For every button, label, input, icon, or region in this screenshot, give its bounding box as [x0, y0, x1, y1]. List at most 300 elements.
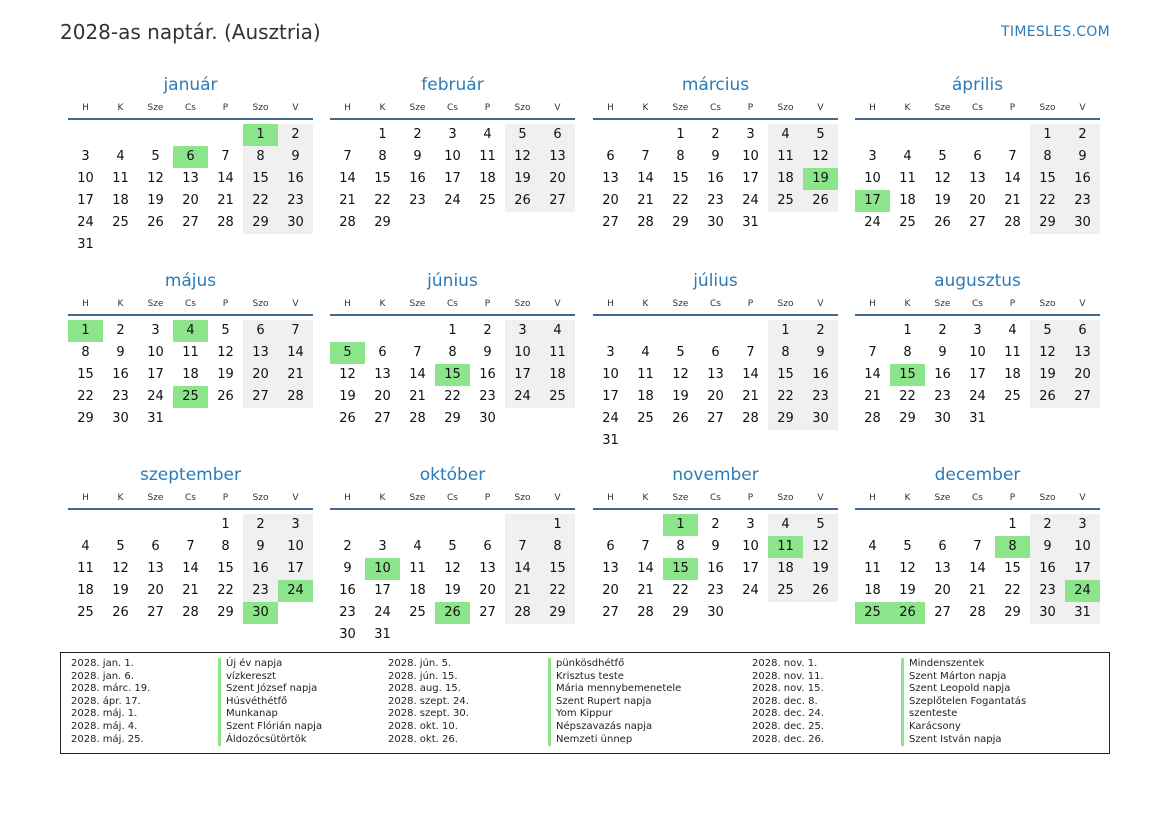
day-cell: 16	[479, 367, 496, 382]
day-cell: 22	[1030, 190, 1065, 212]
weekday-label: K	[642, 103, 649, 113]
weekday-label: K	[117, 493, 124, 503]
day-cell: 6	[606, 539, 615, 554]
empty-day-cell	[278, 234, 313, 256]
weekday-label: Sze	[672, 493, 689, 503]
holiday-name: Karácsony	[901, 721, 1026, 734]
month-3	[855, 74, 1100, 234]
empty-day-cell	[330, 124, 365, 146]
week-row	[330, 364, 575, 386]
day-cell: 17	[602, 389, 619, 404]
holiday-date: 2028. dec. 8.	[752, 695, 818, 707]
weekday-label: H	[82, 493, 89, 503]
day-grid	[330, 124, 575, 234]
day-cell: 11	[768, 146, 803, 168]
weekday-label: Sze	[934, 493, 951, 503]
day-cell: 22	[540, 580, 575, 602]
month-1	[330, 74, 575, 234]
empty-day-cell	[1030, 408, 1065, 430]
day-cell: 17	[374, 583, 391, 598]
day-cell: 17	[278, 558, 313, 580]
day-cell: 3	[746, 517, 755, 532]
empty-day-cell	[208, 408, 243, 430]
day-cell: 2	[711, 517, 720, 532]
week-row	[68, 342, 313, 364]
day-cell: 1	[448, 323, 457, 338]
day-cell: 2	[343, 539, 352, 554]
holiday-name: Szent István napja	[901, 734, 1026, 747]
day-cell: 29	[77, 411, 94, 426]
day-cell: 8	[768, 342, 803, 364]
day-cell: 26	[505, 190, 540, 212]
day-cell: 28	[409, 411, 426, 426]
day-cell: 19	[147, 193, 164, 208]
weekday-label: P	[484, 493, 491, 503]
empty-day-cell	[768, 602, 803, 624]
day-cell: 16	[243, 558, 278, 580]
day-cell: 27	[479, 605, 496, 620]
day-cell: 24	[742, 583, 759, 598]
week-row	[593, 580, 838, 602]
day-cell: 23	[1030, 580, 1065, 602]
day-cell: 13	[707, 367, 724, 382]
month-6	[593, 270, 838, 452]
empty-day-cell	[628, 124, 663, 146]
holiday-name: Szent József napja	[218, 683, 322, 696]
empty-day-cell	[768, 212, 803, 234]
weekday-label: Szo	[252, 103, 269, 113]
weekday-label: P	[484, 103, 491, 113]
day-cell: 20	[969, 193, 986, 208]
holiday-date: 2028. okt. 26.	[388, 733, 458, 745]
day-cell: 8	[676, 149, 685, 164]
holiday-date: 2028. jan. 1.	[71, 658, 134, 669]
day-cell: 20	[540, 168, 575, 190]
week-row	[593, 342, 838, 364]
day-cell: 22	[77, 389, 94, 404]
day-cell: 18	[864, 583, 881, 598]
month-name: november	[672, 465, 759, 485]
empty-day-cell	[68, 514, 103, 536]
day-cell: 18	[540, 364, 575, 386]
day-cell: 19	[672, 389, 689, 404]
day-cell: 7	[413, 345, 422, 360]
day-cell: 2	[1065, 124, 1100, 146]
day-cell: 28	[278, 386, 313, 408]
day-grid	[68, 320, 313, 430]
empty-day-cell	[698, 430, 733, 452]
day-cell: 30	[803, 408, 838, 430]
day-cell: 19	[217, 367, 234, 382]
day-cell: 19	[803, 558, 838, 580]
day-cell: 20	[147, 583, 164, 598]
holiday-date: 2028. szept. 24.	[388, 695, 469, 707]
empty-day-cell	[733, 602, 768, 624]
holiday-name: Szent Rupert napja	[548, 696, 681, 709]
weekday-label: V	[1079, 493, 1086, 503]
day-cell: 25	[768, 580, 803, 602]
day-cell: 18	[409, 583, 426, 598]
holiday-day-cell: 6	[173, 146, 208, 168]
week-row	[330, 320, 575, 342]
weekday-label: Sze	[934, 103, 951, 113]
week-row	[68, 320, 313, 342]
week-row	[855, 386, 1100, 408]
day-cell: 8	[676, 539, 685, 554]
day-cell: 6	[483, 539, 492, 554]
week-row	[855, 558, 1100, 580]
holiday-name: Húsvéthétfő	[218, 696, 322, 709]
holiday-date: 2028. szept. 30.	[388, 708, 469, 720]
day-cell: 24	[77, 215, 94, 230]
empty-day-cell	[593, 124, 628, 146]
day-cell: 25	[899, 215, 916, 230]
day-cell: 29	[444, 411, 461, 426]
day-cell: 6	[606, 149, 615, 164]
day-cell: 30	[934, 411, 951, 426]
day-cell: 5	[1030, 320, 1065, 342]
day-cell: 18	[77, 583, 94, 598]
day-cell: 19	[505, 168, 540, 190]
day-cell: 18	[1004, 367, 1021, 382]
weekday-label: V	[554, 103, 561, 113]
weekday-label: Szo	[514, 103, 531, 113]
day-cell: 31	[742, 215, 759, 230]
day-cell: 3	[448, 127, 457, 142]
day-cell: 18	[768, 168, 803, 190]
day-cell: 4	[1008, 323, 1017, 338]
day-cell: 2	[278, 124, 313, 146]
holiday-date-column	[752, 658, 824, 746]
day-cell: 20	[934, 583, 951, 598]
day-cell: 5	[938, 149, 947, 164]
empty-day-cell	[435, 212, 470, 234]
day-cell: 31	[602, 433, 619, 448]
day-cell: 9	[278, 146, 313, 168]
weekday-label: Szo	[252, 299, 269, 309]
day-cell: 4	[768, 124, 803, 146]
week-row	[68, 536, 313, 558]
day-cell: 1	[768, 320, 803, 342]
week-row	[855, 168, 1100, 190]
day-cell: 22	[899, 389, 916, 404]
day-cell: 24	[374, 605, 391, 620]
empty-day-cell	[995, 124, 1030, 146]
empty-day-cell	[330, 514, 365, 536]
day-cell: 11	[479, 149, 496, 164]
weekday-label: H	[344, 299, 351, 309]
weekday-header	[593, 294, 838, 316]
brand-logo[interactable]: TIMESLES.COM	[1001, 24, 1110, 40]
day-cell: 16	[339, 583, 356, 598]
day-cell: 20	[602, 583, 619, 598]
day-cell: 7	[343, 149, 352, 164]
weekday-label: Sze	[934, 299, 951, 309]
holiday-day-cell: 1	[68, 320, 103, 342]
weekday-label: Cs	[710, 299, 721, 309]
weekday-label: K	[379, 299, 386, 309]
day-cell: 16	[409, 171, 426, 186]
month-name: augusztus	[934, 271, 1021, 291]
empty-day-cell	[925, 124, 960, 146]
day-cell: 23	[934, 389, 951, 404]
month-name: szeptember	[140, 465, 241, 485]
day-cell: 1	[676, 127, 685, 142]
day-cell: 5	[151, 149, 160, 164]
day-cell: 30	[1065, 212, 1100, 234]
week-row	[330, 536, 575, 558]
day-cell: 5	[803, 514, 838, 536]
day-cell: 24	[505, 386, 540, 408]
day-cell: 26	[339, 411, 356, 426]
day-cell: 7	[1008, 149, 1017, 164]
day-cell: 18	[479, 171, 496, 186]
weekday-label: Szo	[777, 103, 794, 113]
holiday-day-cell: 15	[663, 558, 698, 580]
holiday-date-column	[71, 658, 150, 746]
empty-day-cell	[540, 624, 575, 646]
day-cell: 28	[339, 215, 356, 230]
week-row	[68, 386, 313, 408]
day-cell: 8	[81, 345, 90, 360]
day-cell: 23	[803, 386, 838, 408]
week-row	[68, 558, 313, 580]
weekday-label: Szo	[514, 299, 531, 309]
day-grid	[330, 320, 575, 430]
day-cell: 28	[217, 215, 234, 230]
empty-day-cell	[278, 602, 313, 624]
day-cell: 23	[278, 190, 313, 212]
week-row	[593, 386, 838, 408]
week-row	[593, 602, 838, 624]
weekday-label: K	[379, 493, 386, 503]
empty-day-cell	[960, 514, 995, 536]
day-cell: 2	[116, 323, 125, 338]
day-cell: 5	[221, 323, 230, 338]
holiday-day-cell: 4	[173, 320, 208, 342]
empty-day-cell	[505, 624, 540, 646]
day-cell: 29	[374, 215, 391, 230]
day-cell: 21	[505, 580, 540, 602]
day-cell: 29	[672, 605, 689, 620]
empty-day-cell	[628, 320, 663, 342]
day-cell: 3	[1065, 514, 1100, 536]
day-cell: 23	[479, 389, 496, 404]
day-cell: 10	[742, 149, 759, 164]
week-row	[330, 146, 575, 168]
day-cell: 26	[1030, 386, 1065, 408]
day-cell: 6	[378, 345, 387, 360]
holiday-name: Munkanap	[218, 708, 322, 721]
weekday-label: K	[117, 299, 124, 309]
day-cell: 3	[973, 323, 982, 338]
day-cell: 28	[637, 605, 654, 620]
weekday-label: Cs	[185, 299, 196, 309]
empty-day-cell	[505, 212, 540, 234]
day-cell: 9	[116, 345, 125, 360]
week-row	[330, 602, 575, 624]
holiday-day-cell: 15	[435, 364, 470, 386]
day-cell: 29	[243, 212, 278, 234]
day-cell: 11	[1004, 345, 1021, 360]
weekday-header	[855, 488, 1100, 510]
day-cell: 19	[934, 193, 951, 208]
day-cell: 2	[1030, 514, 1065, 536]
day-cell: 14	[182, 561, 199, 576]
day-cell: 31	[374, 627, 391, 642]
day-cell: 27	[602, 215, 619, 230]
day-cell: 8	[448, 345, 457, 360]
day-cell: 20	[243, 364, 278, 386]
day-cell: 10	[444, 149, 461, 164]
empty-day-cell	[855, 124, 890, 146]
weekday-label: V	[292, 103, 299, 113]
day-cell: 27	[147, 605, 164, 620]
weekday-header	[855, 294, 1100, 316]
day-cell: 12	[505, 146, 540, 168]
day-cell: 27	[540, 190, 575, 212]
day-cell: 4	[868, 539, 877, 554]
day-cell: 30	[112, 411, 129, 426]
week-row	[855, 580, 1100, 602]
day-cell: 27	[182, 215, 199, 230]
day-cell: 27	[934, 605, 951, 620]
holiday-name-column	[901, 658, 1026, 746]
day-cell: 24	[602, 411, 619, 426]
day-cell: 15	[217, 561, 234, 576]
month-name: május	[164, 271, 217, 291]
week-row	[330, 190, 575, 212]
weekday-label: Cs	[710, 103, 721, 113]
holiday-day-cell: 24	[278, 580, 313, 602]
day-cell: 25	[540, 386, 575, 408]
weekday-label: Cs	[972, 103, 983, 113]
day-cell: 17	[147, 367, 164, 382]
week-row	[855, 190, 1100, 212]
day-cell: 8	[540, 536, 575, 558]
day-cell: 23	[243, 580, 278, 602]
day-cell: 2	[711, 127, 720, 142]
day-cell: 10	[864, 171, 881, 186]
day-cell: 11	[182, 345, 199, 360]
holiday-date: 2028. nov. 15.	[752, 683, 824, 695]
empty-day-cell	[803, 212, 838, 234]
day-cell: 22	[217, 583, 234, 598]
holiday-name: Mindenszentek	[901, 658, 1026, 671]
day-cell: 4	[540, 320, 575, 342]
day-cell: 25	[77, 605, 94, 620]
day-cell: 21	[637, 583, 654, 598]
day-cell: 6	[711, 345, 720, 360]
week-row	[68, 190, 313, 212]
day-cell: 16	[112, 367, 129, 382]
day-cell: 9	[243, 536, 278, 558]
day-cell: 28	[637, 215, 654, 230]
holiday-name: Szent Flórián napja	[218, 721, 322, 734]
day-cell: 15	[77, 367, 94, 382]
day-cell: 24	[444, 193, 461, 208]
weekday-label: K	[117, 103, 124, 113]
day-cell: 26	[934, 215, 951, 230]
month-5	[330, 270, 575, 430]
month-name: december	[934, 465, 1021, 485]
day-cell: 13	[969, 171, 986, 186]
day-grid	[855, 514, 1100, 624]
holiday-name: Szeplőtelen Fogantatás	[901, 696, 1026, 709]
week-row	[68, 408, 313, 430]
day-cell: 6	[938, 539, 947, 554]
weekday-header	[593, 98, 838, 120]
day-cell: 14	[339, 171, 356, 186]
day-cell: 30	[1030, 602, 1065, 624]
day-cell: 6	[973, 149, 982, 164]
day-cell: 16	[803, 364, 838, 386]
week-row	[330, 168, 575, 190]
holiday-date: 2028. máj. 4.	[71, 720, 138, 732]
weekday-label: Cs	[972, 493, 983, 503]
weekday-label: Cs	[185, 493, 196, 503]
day-cell: 8	[221, 539, 230, 554]
weekday-label: V	[817, 103, 824, 113]
holiday-day-cell: 25	[173, 386, 208, 408]
holiday-name: Népszavazás napja	[548, 721, 681, 734]
day-cell: 26	[112, 605, 129, 620]
weekday-label: H	[82, 299, 89, 309]
day-cell: 12	[1030, 342, 1065, 364]
weekday-label: V	[817, 299, 824, 309]
holiday-date: 2028. okt. 10.	[388, 720, 458, 732]
holiday-day-cell: 19	[803, 168, 838, 190]
weekday-label: K	[904, 493, 911, 503]
holiday-day-cell: 11	[768, 536, 803, 558]
day-cell: 25	[768, 190, 803, 212]
weekday-label: P	[747, 299, 754, 309]
weekday-label: Szo	[514, 493, 531, 503]
day-cell: 23	[409, 193, 426, 208]
weekday-header	[855, 98, 1100, 120]
empty-day-cell	[400, 320, 435, 342]
weekday-label: P	[222, 299, 229, 309]
day-cell: 12	[217, 345, 234, 360]
week-row	[855, 514, 1100, 536]
day-cell: 14	[1004, 171, 1021, 186]
empty-day-cell	[365, 320, 400, 342]
day-cell: 9	[1065, 146, 1100, 168]
holiday-date: 2028. aug. 15.	[388, 683, 461, 695]
day-cell: 26	[803, 190, 838, 212]
day-cell: 3	[505, 320, 540, 342]
empty-day-cell	[470, 514, 505, 536]
day-cell: 17	[742, 171, 759, 186]
day-cell: 7	[505, 536, 540, 558]
empty-day-cell	[173, 408, 208, 430]
day-cell: 18	[182, 367, 199, 382]
empty-day-cell	[733, 320, 768, 342]
empty-day-cell	[663, 430, 698, 452]
day-cell: 19	[112, 583, 129, 598]
weekday-header	[330, 294, 575, 316]
weekday-label: Szo	[1039, 103, 1056, 113]
day-cell: 1	[903, 323, 912, 338]
day-cell: 22	[672, 583, 689, 598]
weekday-header	[330, 98, 575, 120]
weekday-label: H	[344, 103, 351, 113]
day-cell: 31	[1065, 602, 1100, 624]
month-name: március	[681, 75, 750, 95]
day-cell: 14	[217, 171, 234, 186]
day-cell: 25	[479, 193, 496, 208]
day-cell: 29	[672, 215, 689, 230]
